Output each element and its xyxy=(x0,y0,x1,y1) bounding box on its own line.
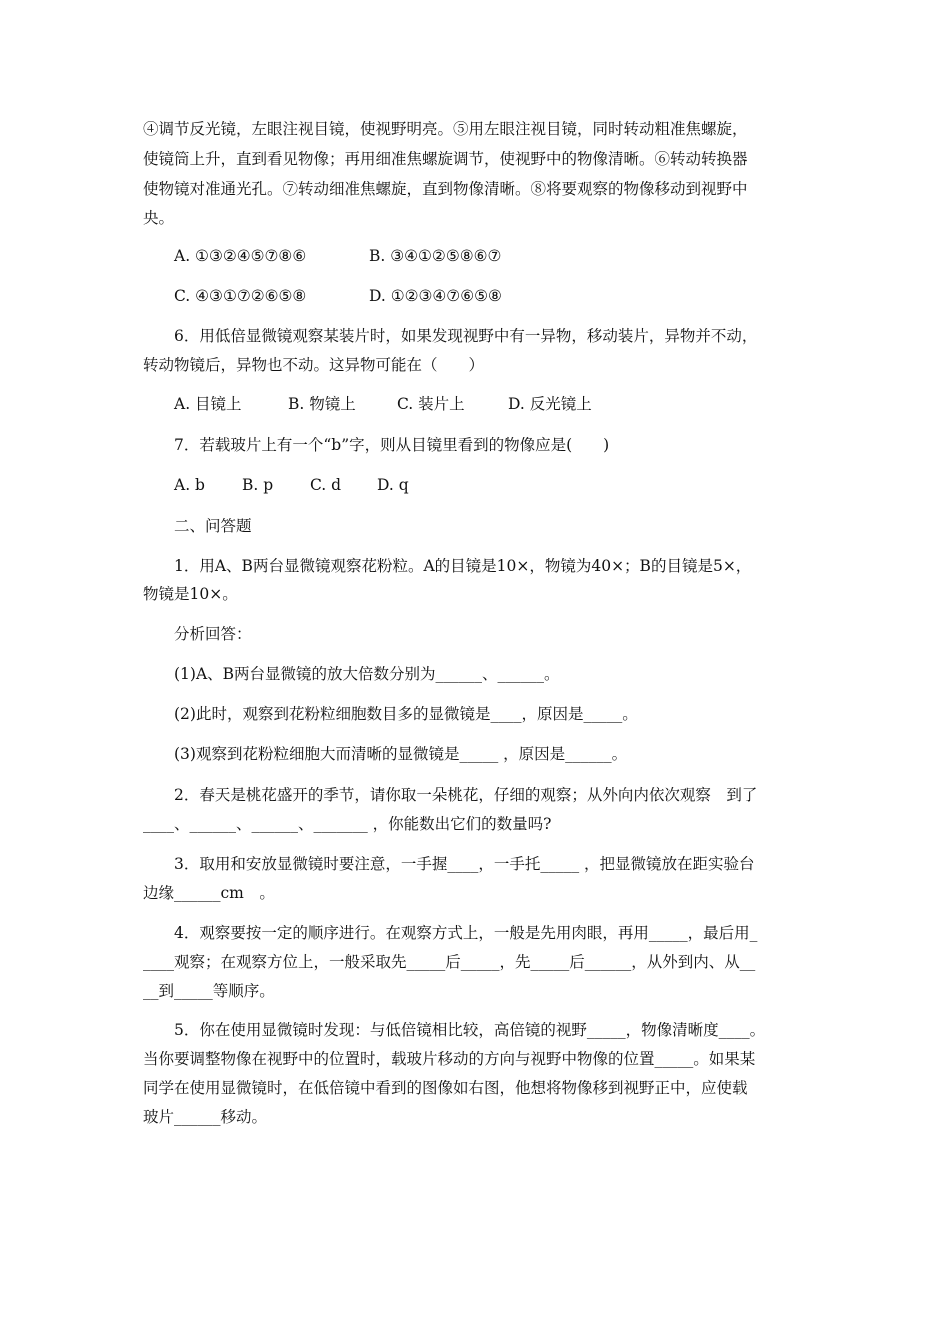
option-a: A. ①③②④⑤⑦⑧⑥ xyxy=(174,247,307,265)
q6-option-a: A. 目镜上 xyxy=(174,395,242,413)
q7-option-a: A. b xyxy=(174,476,205,494)
qa-5-line: 玻片______移动。 xyxy=(143,1108,268,1126)
qa-1-sub-1: (1)A、B两台显微镜的放大倍数分别为______、______。 xyxy=(174,665,560,683)
option-b: B. ③④①②⑤⑧⑥⑦ xyxy=(369,247,502,265)
question-6-line: 6．用低倍显微镜观察某装片时，如果发现视野中有一异物，移动装片，异物并不动， xyxy=(174,327,758,345)
qa-4-line: 4．观察要按一定的顺序进行。在观察方式上，一般是先用肉眼，再用_____，最后用_ xyxy=(174,924,758,942)
question-text-line: 使物镜对准通光孔。⑦转动细准焦螺旋，直到物像清晰。⑧将要观察的物像移动到视野中 xyxy=(143,180,748,198)
q7-option-b: B. p xyxy=(242,476,274,494)
q6-option-d: D. 反光镜上 xyxy=(508,395,592,413)
option-d: D. ①②③④⑦⑥⑤⑧ xyxy=(369,287,502,305)
question-text-line: ④调节反光镜，左眼注视目镜，使视野明亮。⑤用左眼注视目镜，同时转动粗准焦螺旋， xyxy=(143,120,748,138)
qa-1-analysis: 分析回答： xyxy=(174,625,252,643)
q6-option-c: C. 装片上 xyxy=(397,395,465,413)
qa-3-line: 3．取用和安放显微镜时要注意，一手握____，一手托_____ ，把显微镜放在距实验台 xyxy=(174,855,755,873)
qa-5-line: 当你要调整物像在视野中的位置时，载玻片移动的方向与视野中物像的位置_____。如果某 xyxy=(143,1050,756,1068)
qa-5-line: 同学在使用显微镜时，在低倍镜中看到的图像如右图，他想将物像移到视野正中，应使载 xyxy=(143,1079,748,1097)
qa-4-line: __到_____等顺序。 xyxy=(143,982,275,1000)
qa-4-line: ____观察；在观察方位上，一般采取先_____后_____，先_____后______，从外到内、从__ xyxy=(143,953,756,971)
qa-1-line: 1．用A、B两台显微镜观察花粉粒。A的目镜是10×，物镜为40×；B的目镜是5×， xyxy=(174,557,752,575)
question-text-line: 央。 xyxy=(143,209,175,227)
q7-option-d: D. q xyxy=(377,476,409,494)
qa-5-line: 5．你在使用显微镜时发现：与低倍镜相比较，高倍镜的视野_____，物像清晰度____。 xyxy=(174,1021,766,1039)
q7-option-c: C. d xyxy=(310,476,342,494)
qa-2-line: ____、______、______、_______ ，你能数出它们的数量吗? xyxy=(143,815,552,833)
qa-1-sub-2: (2)此时，观察到花粉粒细胞数目多的显微镜是____，原因是_____。 xyxy=(174,705,638,723)
qa-1-sub-3: (3)观察到花粉粒细胞大而清晰的显微镜是_____ ，原因是______。 xyxy=(174,745,628,763)
question-text-line: 使镜筒上升，直到看见物像；再用细准焦螺旋调节，使视野中的物像清晰。⑥转动转换器 xyxy=(143,150,748,168)
qa-2-line: 2．春天是桃花盛开的季节，请你取一朵桃花，仔细的观察；从外向内依次观察 到了 xyxy=(174,786,758,804)
q6-option-b: B. 物镜上 xyxy=(288,395,356,413)
question-7-line: 7．若载玻片上有一个“b”字，则从目镜里看到的物像应是( ) xyxy=(174,436,610,454)
option-c: C. ④③①⑦②⑥⑤⑧ xyxy=(174,287,307,305)
question-6-line: 转动物镜后，异物也不动。这异物可能在（ ） xyxy=(143,356,485,374)
section-heading: 二、问答题 xyxy=(174,517,252,535)
qa-1-line: 物镜是10×。 xyxy=(143,585,238,603)
qa-3-line: 边缘______cm 。 xyxy=(143,884,275,902)
